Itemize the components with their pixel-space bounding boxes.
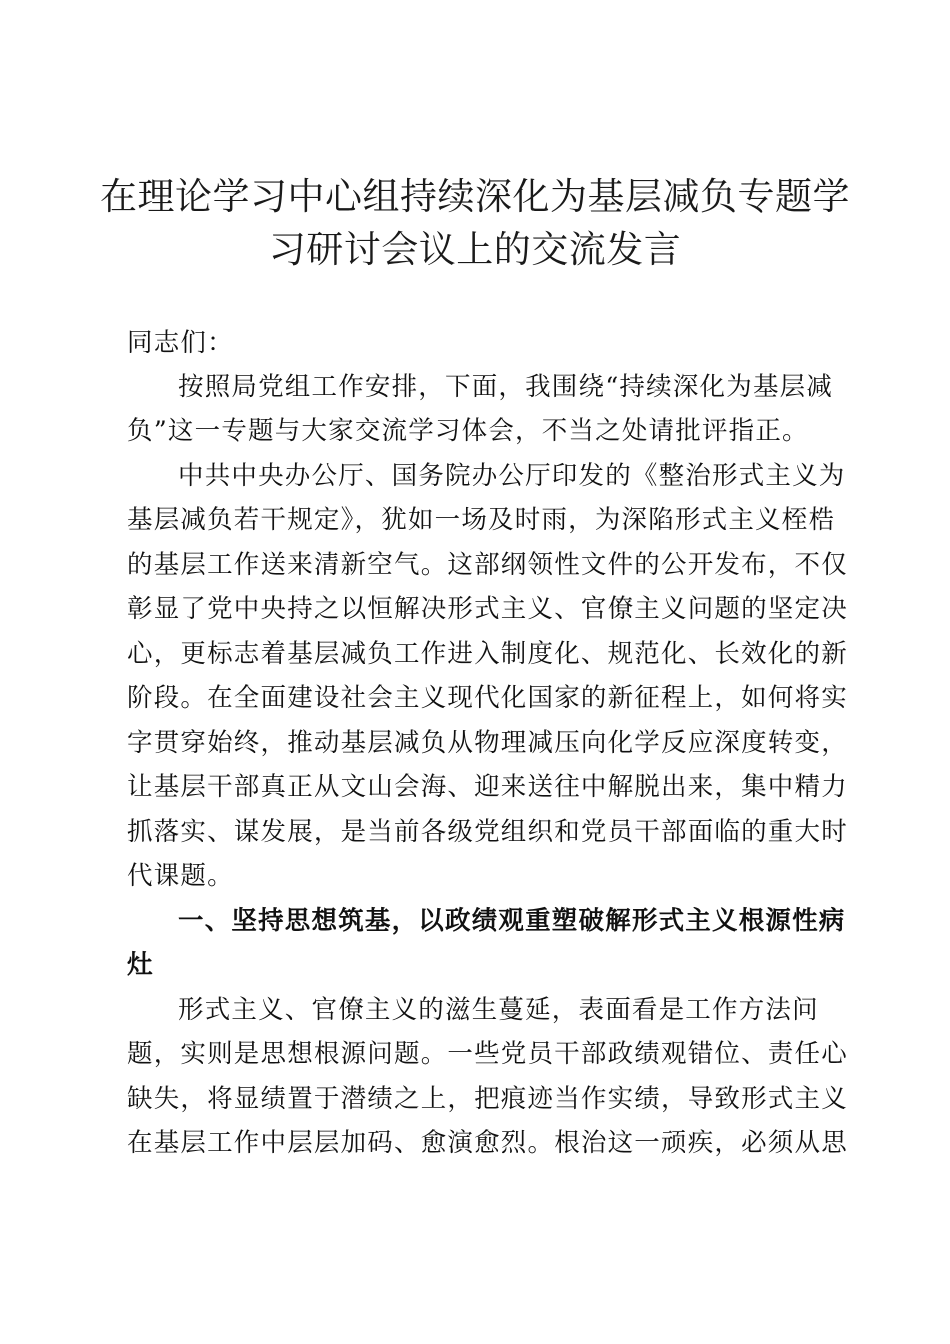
paragraph-line: 形式主义、官僚主义的滋生蔓延，表面看是工作方法问	[178, 995, 819, 1025]
paragraph-line: 的基层工作送来清新空气。这部纲领性文件的公开发布，不仅	[127, 550, 848, 580]
paragraph-line: 代课题。	[127, 861, 234, 891]
document-title-line-2: 习研讨会议上的交流发言	[268, 228, 682, 271]
paragraph-line: 字贯穿始终，推动基层减负从物理减压向化学反应深度转变，	[127, 728, 848, 758]
paragraph-line: 心，更标志着基层减负工作进入制度化、规范化、长效化的新	[127, 639, 848, 669]
paragraph-line: 题，实则是思想根源问题。一些党员干部政绩观错位、责任心	[127, 1039, 848, 1069]
paragraph-line: 在基层工作中层层加码、愈演愈烈。根治这一顽疾，必须从思	[127, 1128, 848, 1158]
paragraph-line: 基层减负若干规定》，犹如一场及时雨，为深陷形式主义桎梏	[127, 505, 836, 535]
paragraph-line: 阶段。在全面建设社会主义现代化国家的新征程上，如何将实	[127, 683, 848, 713]
paragraph-line: 负”这一专题与大家交流学习体会，不当之处请批评指正。	[127, 416, 809, 446]
section-heading-line: 一、坚持思想筑基，以政绩观重塑破解形式主义根源性病	[178, 906, 846, 936]
salutation: 同志们：	[127, 328, 234, 358]
paragraph-line: 彰显了党中央持之以恒解决形式主义、官僚主义问题的坚定决	[127, 594, 848, 624]
paragraph-line: 中共中央办公厅、国务院办公厅印发的《整治形式主义为	[178, 461, 846, 491]
paragraph-line: 按照局党组工作安排，下面，我围绕“持续深化为基层减	[178, 372, 834, 402]
document-title-line-1: 在理论学习中心组持续深化为基层减负专题学	[100, 175, 850, 218]
paragraph-line: 缺失，将显绩置于潜绩之上，把痕迹当作实绩，导致形式主义	[127, 1084, 848, 1114]
paragraph-line: 让基层干部真正从文山会海、迎来送往中解脱出来，集中精力	[127, 772, 848, 802]
section-heading-line: 灶	[127, 950, 154, 980]
paragraph-line: 抓落实、谋发展，是当前各级党组织和党员干部面临的重大时	[127, 817, 848, 847]
